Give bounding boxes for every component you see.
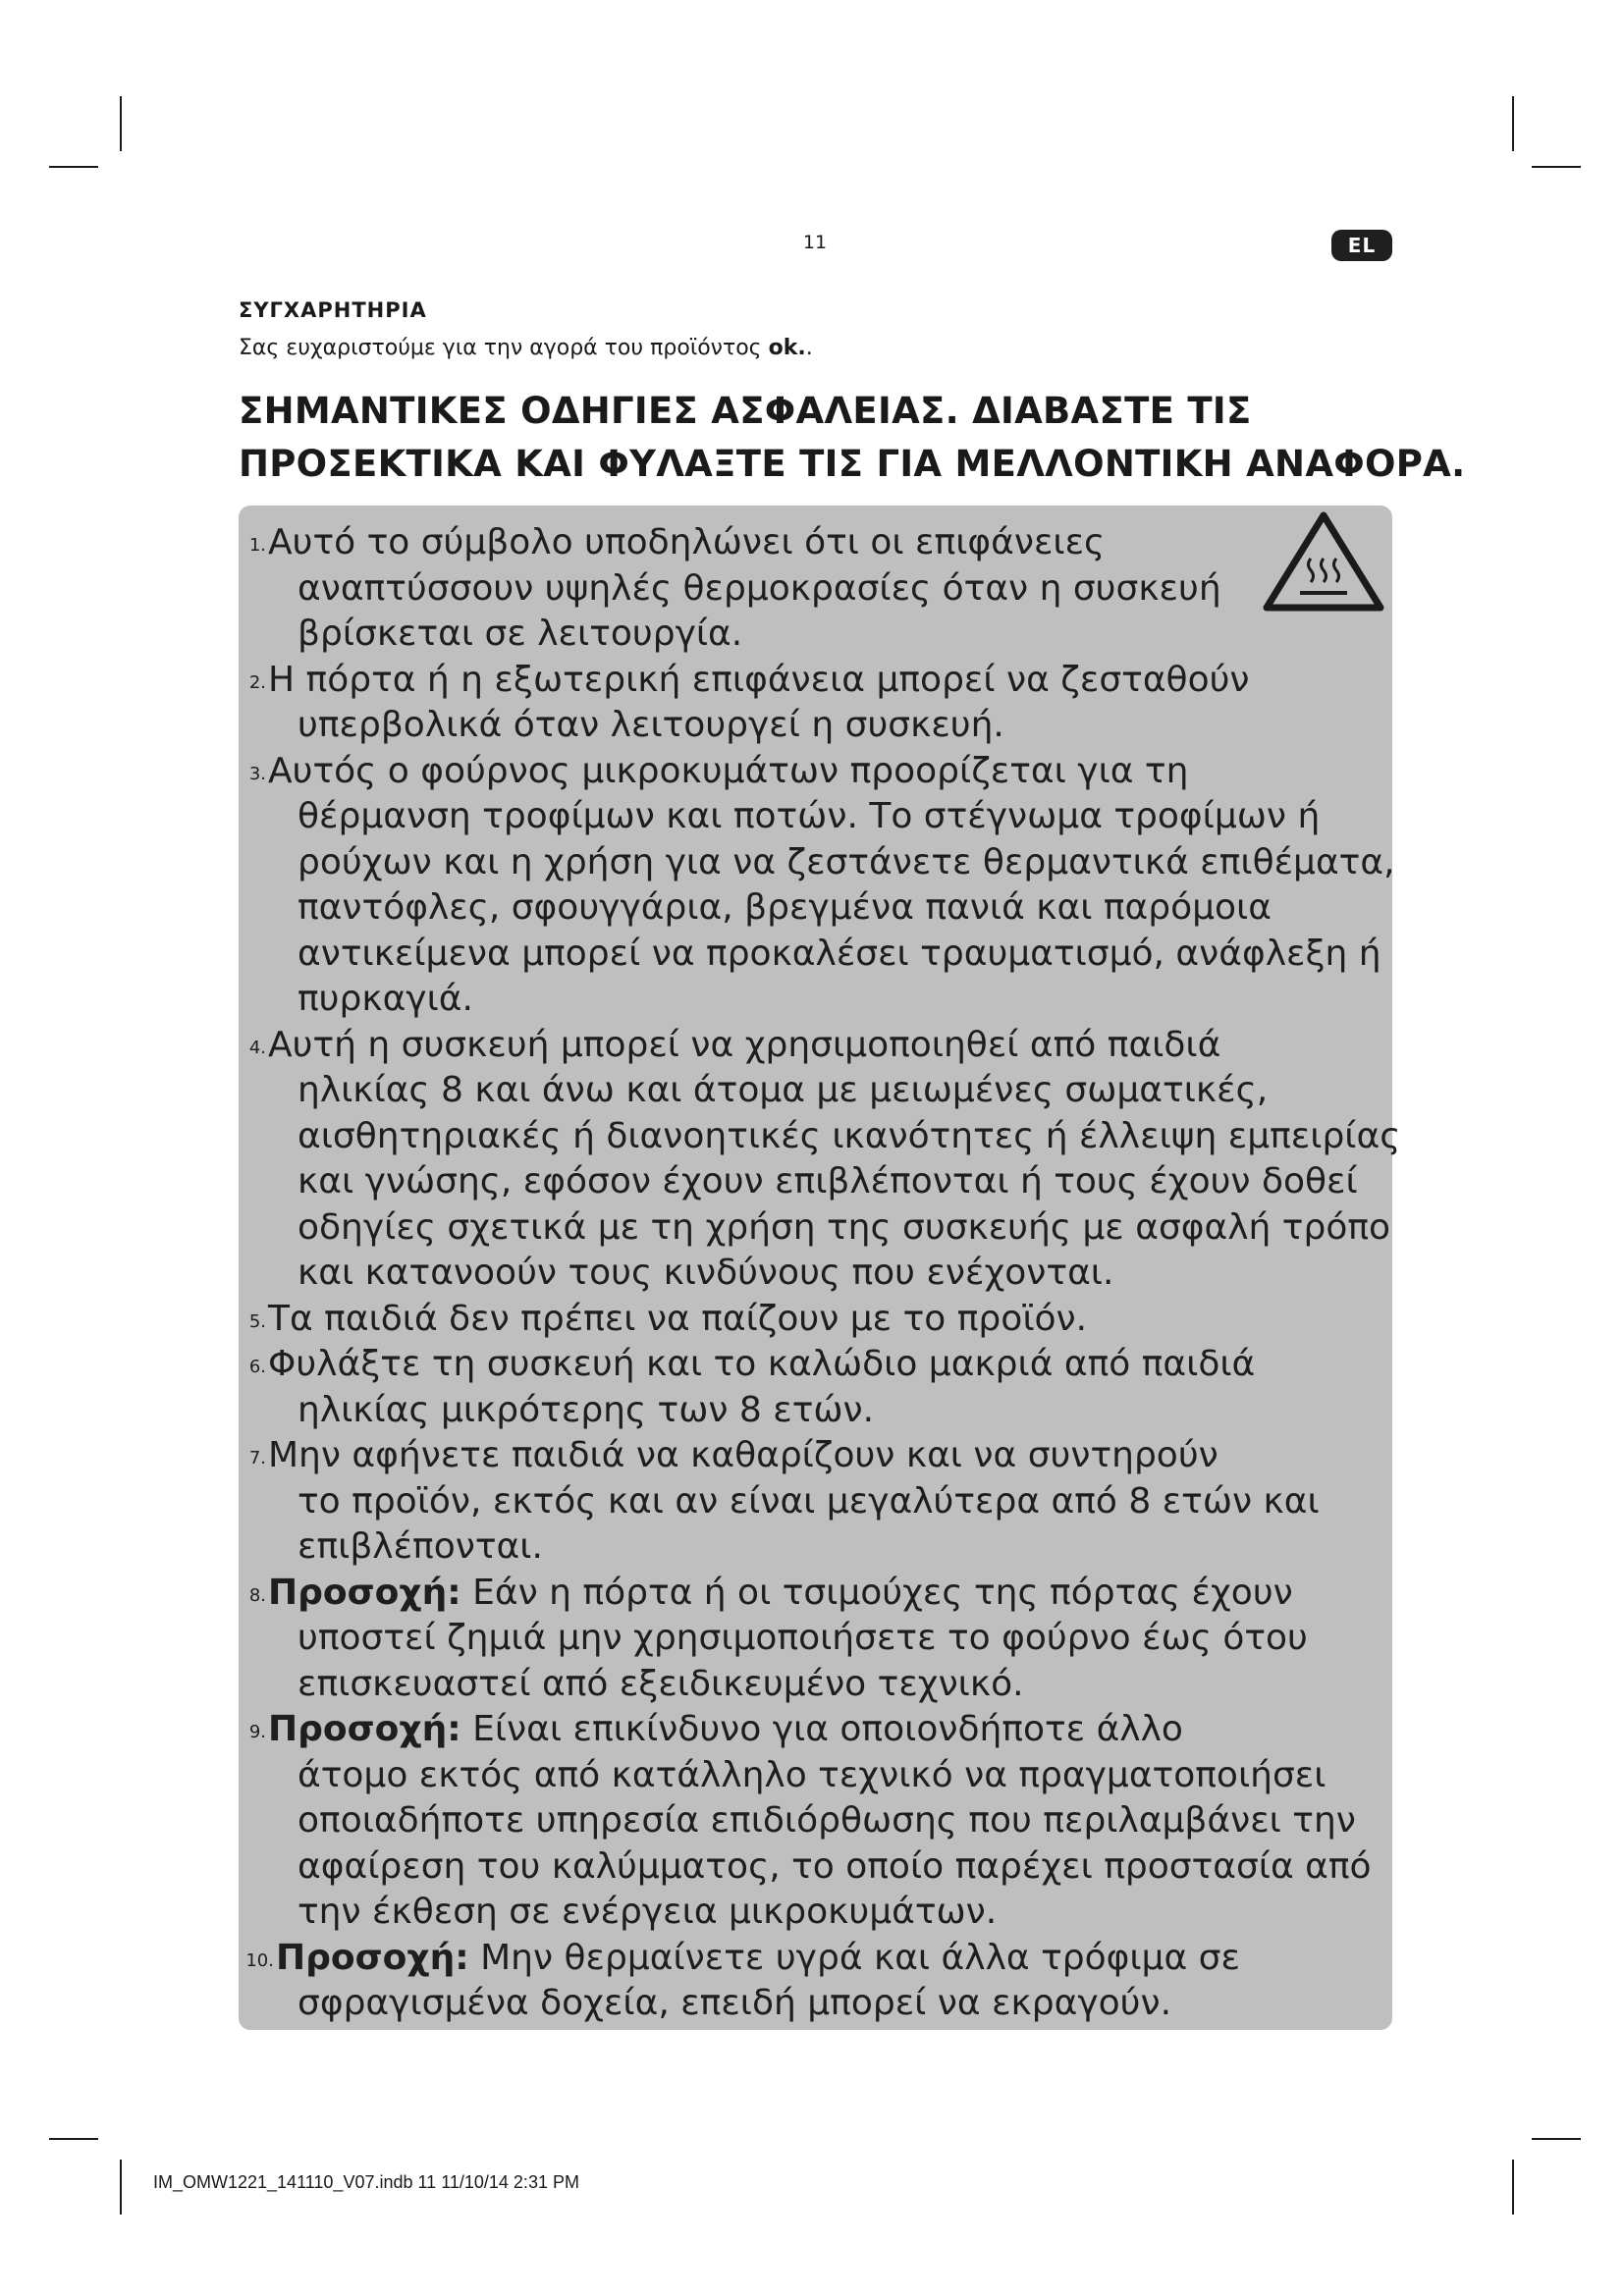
safety-item: 6. Φυλάξτε τη συσκευή και το καλώδιο μακριά από παιδιά ηλικίας μικρότερης των 8 ετών.	[248, 1344, 1256, 1430]
safety-item: 5. Τα παιδιά δεν πρέπει να παίζουν με το προϊόν.	[248, 1298, 1088, 1339]
crop-mark	[1512, 2160, 1514, 2215]
safety-item: 2. Η πόρτα ή η εξωτερική επιφάνεια μπορεί να ζεσταθούν υπερβολικά όταν λειτουργεί η συσκευή.	[248, 659, 1250, 745]
thanks-text: Σας ευχαριστούμε για την αγορά του προϊόντος ok..	[239, 336, 813, 360]
safety-item: 3. Αυτός ο φούρνος μικροκυμάτων προορίζεται για τη θέρμανση τροφίμων και ποτών. Το στέγνωμα τροφίμων ή ρούχων και η χρήση για να ζεστάνετε θερμαντικά επιθέματα, παντόφλες, σφουγγάρια, βρεγμένα πανιά και παρόμοια αντικείμενα μπορεί να προκαλέσει τραυματισμό, ανάφλεξη ή πυρκαγιά.	[248, 750, 1395, 1019]
safety-item: 1. Αυτό το σύμβολο υποδηλώνει ότι οι επιφάνειες αναπτύσσουν υψηλές θερμοκρασίες όταν η συσκευή βρίσκεται σε λειτουργία.	[248, 522, 1221, 654]
congrats-title: ΣΥΓΧΑΡΗΤΗΡΙΑ	[239, 298, 427, 322]
safety-item: 7. Μην αφήνετε παιδιά να καθαρίζουν και να συντηρούν το προϊόν, εκτός και αν είναι μεγαλύτερα από 8 ετών και επιβλέπονται.	[248, 1435, 1320, 1567]
caution-label: Προσοχή:	[268, 1709, 461, 1749]
brand-name: ok.	[768, 336, 806, 360]
language-badge: EL	[1331, 230, 1392, 261]
safety-heading: ΣΗΜΑΝΤΙΚΕΣ ΟΔΗΓΙΕΣ ΑΣΦΑΛΕΙΑΣ. ΔΙΑΒΑΣΤΕ ΤΙΣ ΠΡΟΣΕΚΤΙΚΑ ΚΑΙ ΦΥΛΑΞΤΕ ΤΙΣ ΓΙΑ ΜΕΛΛΟΝΤΙΚΗ ΑΝΑΦΟΡΑ.	[239, 390, 1466, 485]
safety-item: 10. Προσοχή: Μην θερμαίνετε υγρά και άλλα τρόφιμα σε σφραγισμένα δοχεία, επειδή μπορεί να εκραγούν.	[245, 1937, 1240, 2023]
crop-mark	[120, 2160, 122, 2215]
crop-mark	[1532, 2138, 1581, 2140]
page-number: 11	[802, 232, 828, 253]
safety-item: 4. Αυτή η συσκευή μπορεί να χρησιμοποιηθεί από παιδιά ηλικίας 8 και άνω και άτομα με μειωμένες σωματικές, αισθητηριακές ή διανοητικές ικανότητες ή έλλειψη εμπειρίας και γνώσης, εφόσον έχουν επιβλέπονται ή τους έχουν δοθεί οδηγίες σχετικά με τη χρήση της συσκευής με ασφαλή τρόπο και κατανοούν τους κινδύνους που ενέχονται.	[248, 1024, 1401, 1293]
crop-mark	[1532, 166, 1581, 168]
safety-item: 9. Προσοχή: Είναι επικίνδυνο για οποιονδήποτε άλλο άτομο εκτός από κατάλληλο τεχνικό να πραγματοποιήσει οποιαδήποτε υπηρεσία επιδιόρθωσης που περιλαμβάνει την αφαίρεση του καλύμματος, το οποίο παρέχει προστασία από την έκθεση σε ενέργεια μικροκυμάτων.	[248, 1709, 1372, 1932]
crop-mark	[49, 2138, 98, 2140]
print-footer: IM_OMW1221_141110_V07.indb 11 11/10/14 2:31 PM	[153, 2172, 579, 2192]
caution-label: Προσοχή:	[276, 1937, 469, 1978]
caution-label: Προσοχή:	[268, 1572, 461, 1613]
crop-mark	[120, 96, 122, 151]
crop-mark	[49, 166, 98, 168]
crop-mark	[1512, 96, 1514, 151]
safety-list	[239, 520, 1436, 2027]
safety-item: 8. Προσοχή: Εάν η πόρτα ή οι τσιμούχες της πόρτας έχουν υποστεί ζημιά μην χρησιμοποιήσετε το φούρνο έως ότου επισκευαστεί από εξειδικευμένο τεχνικό.	[248, 1572, 1308, 1704]
